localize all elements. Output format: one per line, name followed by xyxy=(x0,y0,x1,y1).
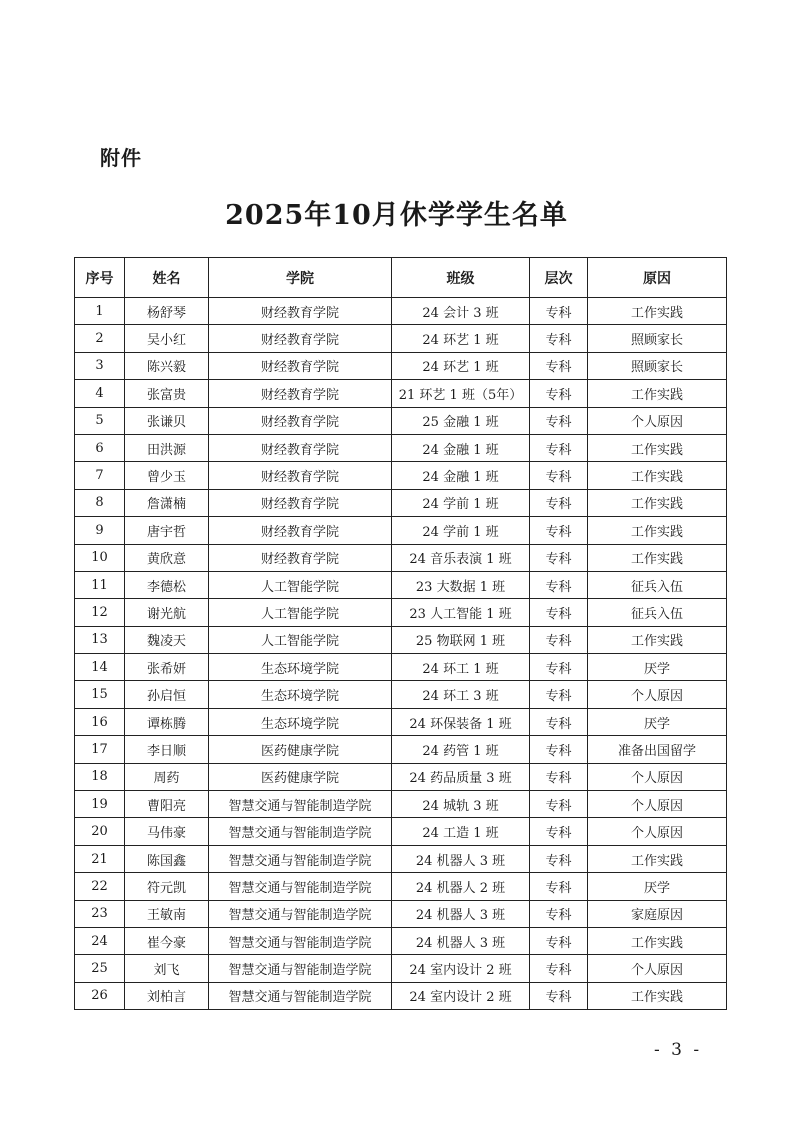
cell-college: 财经教育学院 xyxy=(209,434,392,461)
cell-name: 唐宇哲 xyxy=(125,517,209,544)
cell-class: 24 会计 3 班 xyxy=(392,298,530,325)
table-row xyxy=(75,681,727,708)
table-row xyxy=(75,489,727,516)
cell-level: 专科 xyxy=(530,654,588,681)
cell-class: 24 药管 1 班 xyxy=(392,736,530,763)
table-body xyxy=(75,298,727,1010)
cell-reason: 征兵入伍 xyxy=(588,571,727,598)
cell-class: 24 环工 1 班 xyxy=(392,654,530,681)
page-number: - 3 - xyxy=(654,1040,703,1060)
cell-class: 24 环艺 1 班 xyxy=(392,325,530,352)
cell-level: 专科 xyxy=(530,434,588,461)
cell-index: 18 xyxy=(75,763,125,790)
cell-reason: 工作实践 xyxy=(588,544,727,571)
header-row xyxy=(75,258,727,298)
header-class: 班级 xyxy=(392,258,530,298)
table-row xyxy=(75,927,727,954)
table-header xyxy=(75,258,727,298)
cell-name: 陈兴毅 xyxy=(125,352,209,379)
cell-level: 专科 xyxy=(530,791,588,818)
cell-college: 财经教育学院 xyxy=(209,517,392,544)
cell-index: 9 xyxy=(75,517,125,544)
cell-index: 8 xyxy=(75,489,125,516)
cell-college: 智慧交通与智能制造学院 xyxy=(209,900,392,927)
cell-college: 智慧交通与智能制造学院 xyxy=(209,845,392,872)
cell-index: 21 xyxy=(75,845,125,872)
cell-level: 专科 xyxy=(530,599,588,626)
cell-level: 专科 xyxy=(530,544,588,571)
cell-class: 23 大数据 1 班 xyxy=(392,571,530,598)
cell-class: 24 工造 1 班 xyxy=(392,818,530,845)
table-row xyxy=(75,571,727,598)
cell-reason: 工作实践 xyxy=(588,380,727,407)
cell-name: 吴小红 xyxy=(125,325,209,352)
cell-name: 张富贵 xyxy=(125,380,209,407)
table-row xyxy=(75,791,727,818)
table-row xyxy=(75,708,727,735)
cell-index: 7 xyxy=(75,462,125,489)
cell-index: 22 xyxy=(75,873,125,900)
cell-level: 专科 xyxy=(530,489,588,516)
cell-level: 专科 xyxy=(530,763,588,790)
cell-reason: 个人原因 xyxy=(588,681,727,708)
cell-class: 24 机器人 3 班 xyxy=(392,900,530,927)
table-row xyxy=(75,380,727,407)
cell-name: 黄欣意 xyxy=(125,544,209,571)
cell-level: 专科 xyxy=(530,708,588,735)
cell-college: 财经教育学院 xyxy=(209,352,392,379)
cell-level: 专科 xyxy=(530,462,588,489)
cell-index: 19 xyxy=(75,791,125,818)
cell-level: 专科 xyxy=(530,352,588,379)
cell-index: 6 xyxy=(75,434,125,461)
cell-name: 陈国鑫 xyxy=(125,845,209,872)
cell-reason: 个人原因 xyxy=(588,955,727,982)
table-row xyxy=(75,736,727,763)
cell-college: 医药健康学院 xyxy=(209,736,392,763)
cell-index: 1 xyxy=(75,298,125,325)
header-name: 姓名 xyxy=(125,258,209,298)
cell-name: 杨舒琴 xyxy=(125,298,209,325)
cell-index: 26 xyxy=(75,982,125,1009)
cell-level: 专科 xyxy=(530,818,588,845)
cell-index: 16 xyxy=(75,708,125,735)
cell-name: 李德松 xyxy=(125,571,209,598)
cell-class: 24 学前 1 班 xyxy=(392,489,530,516)
cell-name: 田洪源 xyxy=(125,434,209,461)
cell-index: 2 xyxy=(75,325,125,352)
table-row xyxy=(75,298,727,325)
cell-reason: 个人原因 xyxy=(588,763,727,790)
cell-college: 智慧交通与智能制造学院 xyxy=(209,791,392,818)
cell-college: 财经教育学院 xyxy=(209,298,392,325)
table-row xyxy=(75,845,727,872)
table-row xyxy=(75,900,727,927)
cell-name: 李日顺 xyxy=(125,736,209,763)
cell-reason: 工作实践 xyxy=(588,434,727,461)
table-row xyxy=(75,873,727,900)
cell-college: 医药健康学院 xyxy=(209,763,392,790)
attachment-label: 附件 xyxy=(100,146,142,170)
cell-index: 20 xyxy=(75,818,125,845)
cell-college: 智慧交通与智能制造学院 xyxy=(209,955,392,982)
cell-index: 17 xyxy=(75,736,125,763)
cell-class: 21 环艺 1 班（5年） xyxy=(392,380,530,407)
cell-index: 25 xyxy=(75,955,125,982)
table-row xyxy=(75,955,727,982)
cell-reason: 工作实践 xyxy=(588,626,727,653)
cell-class: 24 室内设计 2 班 xyxy=(392,955,530,982)
cell-college: 智慧交通与智能制造学院 xyxy=(209,982,392,1009)
cell-name: 曹阳亮 xyxy=(125,791,209,818)
header-level: 层次 xyxy=(530,258,588,298)
cell-college: 生态环境学院 xyxy=(209,681,392,708)
cell-college: 财经教育学院 xyxy=(209,325,392,352)
cell-level: 专科 xyxy=(530,325,588,352)
cell-class: 24 学前 1 班 xyxy=(392,517,530,544)
cell-name: 马伟豪 xyxy=(125,818,209,845)
document-title: 2025年10月休学学生名单 xyxy=(225,200,568,231)
cell-index: 24 xyxy=(75,927,125,954)
cell-class: 24 机器人 2 班 xyxy=(392,873,530,900)
header-index: 序号 xyxy=(75,258,125,298)
cell-class: 24 音乐表演 1 班 xyxy=(392,544,530,571)
cell-level: 专科 xyxy=(530,517,588,544)
cell-name: 谢光航 xyxy=(125,599,209,626)
cell-reason: 照顾家长 xyxy=(588,325,727,352)
cell-class: 24 环艺 1 班 xyxy=(392,352,530,379)
cell-index: 11 xyxy=(75,571,125,598)
cell-name: 周药 xyxy=(125,763,209,790)
cell-index: 15 xyxy=(75,681,125,708)
cell-index: 5 xyxy=(75,407,125,434)
cell-college: 财经教育学院 xyxy=(209,462,392,489)
cell-index: 10 xyxy=(75,544,125,571)
cell-name: 符元凯 xyxy=(125,873,209,900)
cell-level: 专科 xyxy=(530,571,588,598)
cell-college: 智慧交通与智能制造学院 xyxy=(209,873,392,900)
table-row xyxy=(75,325,727,352)
cell-class: 24 药品质量 3 班 xyxy=(392,763,530,790)
cell-reason: 工作实践 xyxy=(588,462,727,489)
cell-class: 24 机器人 3 班 xyxy=(392,927,530,954)
cell-class: 24 环工 3 班 xyxy=(392,681,530,708)
cell-name: 崔今豪 xyxy=(125,927,209,954)
cell-class: 23 人工智能 1 班 xyxy=(392,599,530,626)
cell-level: 专科 xyxy=(530,982,588,1009)
cell-level: 专科 xyxy=(530,681,588,708)
cell-class: 25 金融 1 班 xyxy=(392,407,530,434)
cell-reason: 个人原因 xyxy=(588,407,727,434)
cell-college: 人工智能学院 xyxy=(209,571,392,598)
cell-level: 专科 xyxy=(530,736,588,763)
cell-name: 魏凌天 xyxy=(125,626,209,653)
cell-reason: 工作实践 xyxy=(588,982,727,1009)
cell-level: 专科 xyxy=(530,873,588,900)
table-row xyxy=(75,462,727,489)
table-row xyxy=(75,407,727,434)
cell-index: 23 xyxy=(75,900,125,927)
cell-level: 专科 xyxy=(530,900,588,927)
header-college: 学院 xyxy=(209,258,392,298)
cell-level: 专科 xyxy=(530,626,588,653)
cell-class: 24 机器人 3 班 xyxy=(392,845,530,872)
cell-college: 财经教育学院 xyxy=(209,407,392,434)
cell-level: 专科 xyxy=(530,380,588,407)
cell-reason: 照顾家长 xyxy=(588,352,727,379)
cell-reason: 家庭原因 xyxy=(588,900,727,927)
cell-level: 专科 xyxy=(530,407,588,434)
cell-college: 财经教育学院 xyxy=(209,380,392,407)
cell-index: 4 xyxy=(75,380,125,407)
cell-index: 14 xyxy=(75,654,125,681)
cell-reason: 厌学 xyxy=(588,708,727,735)
cell-college: 智慧交通与智能制造学院 xyxy=(209,818,392,845)
cell-class: 24 环保装备 1 班 xyxy=(392,708,530,735)
table-row xyxy=(75,544,727,571)
suspension-roster-table xyxy=(74,257,727,1010)
cell-level: 专科 xyxy=(530,298,588,325)
cell-college: 财经教育学院 xyxy=(209,544,392,571)
cell-college: 人工智能学院 xyxy=(209,626,392,653)
cell-reason: 工作实践 xyxy=(588,489,727,516)
cell-name: 张希妍 xyxy=(125,654,209,681)
cell-reason: 工作实践 xyxy=(588,845,727,872)
cell-reason: 工作实践 xyxy=(588,517,727,544)
cell-reason: 工作实践 xyxy=(588,298,727,325)
cell-level: 专科 xyxy=(530,927,588,954)
cell-class: 24 室内设计 2 班 xyxy=(392,982,530,1009)
cell-class: 24 金融 1 班 xyxy=(392,434,530,461)
table-row xyxy=(75,818,727,845)
table-row xyxy=(75,763,727,790)
cell-level: 专科 xyxy=(530,845,588,872)
header-reason: 原因 xyxy=(588,258,727,298)
cell-reason: 厌学 xyxy=(588,654,727,681)
table-row xyxy=(75,654,727,681)
cell-class: 24 金融 1 班 xyxy=(392,462,530,489)
cell-name: 张谦贝 xyxy=(125,407,209,434)
cell-reason: 征兵入伍 xyxy=(588,599,727,626)
cell-name: 詹潇楠 xyxy=(125,489,209,516)
cell-index: 3 xyxy=(75,352,125,379)
table-row xyxy=(75,352,727,379)
cell-level: 专科 xyxy=(530,955,588,982)
cell-index: 13 xyxy=(75,626,125,653)
cell-reason: 工作实践 xyxy=(588,927,727,954)
cell-class: 24 城轨 3 班 xyxy=(392,791,530,818)
cell-name: 曾少玉 xyxy=(125,462,209,489)
cell-reason: 准备出国留学 xyxy=(588,736,727,763)
table-row xyxy=(75,434,727,461)
cell-college: 财经教育学院 xyxy=(209,489,392,516)
cell-name: 孙启恒 xyxy=(125,681,209,708)
table-row xyxy=(75,517,727,544)
cell-class: 25 物联网 1 班 xyxy=(392,626,530,653)
cell-reason: 个人原因 xyxy=(588,818,727,845)
table-row xyxy=(75,599,727,626)
cell-reason: 厌学 xyxy=(588,873,727,900)
cell-reason: 个人原因 xyxy=(588,791,727,818)
table-row xyxy=(75,982,727,1009)
cell-college: 生态环境学院 xyxy=(209,708,392,735)
cell-college: 生态环境学院 xyxy=(209,654,392,681)
cell-name: 刘柏言 xyxy=(125,982,209,1009)
cell-name: 谭栋腾 xyxy=(125,708,209,735)
cell-index: 12 xyxy=(75,599,125,626)
cell-college: 智慧交通与智能制造学院 xyxy=(209,927,392,954)
table-row xyxy=(75,626,727,653)
cell-name: 王敏南 xyxy=(125,900,209,927)
cell-name: 刘飞 xyxy=(125,955,209,982)
cell-college: 人工智能学院 xyxy=(209,599,392,626)
